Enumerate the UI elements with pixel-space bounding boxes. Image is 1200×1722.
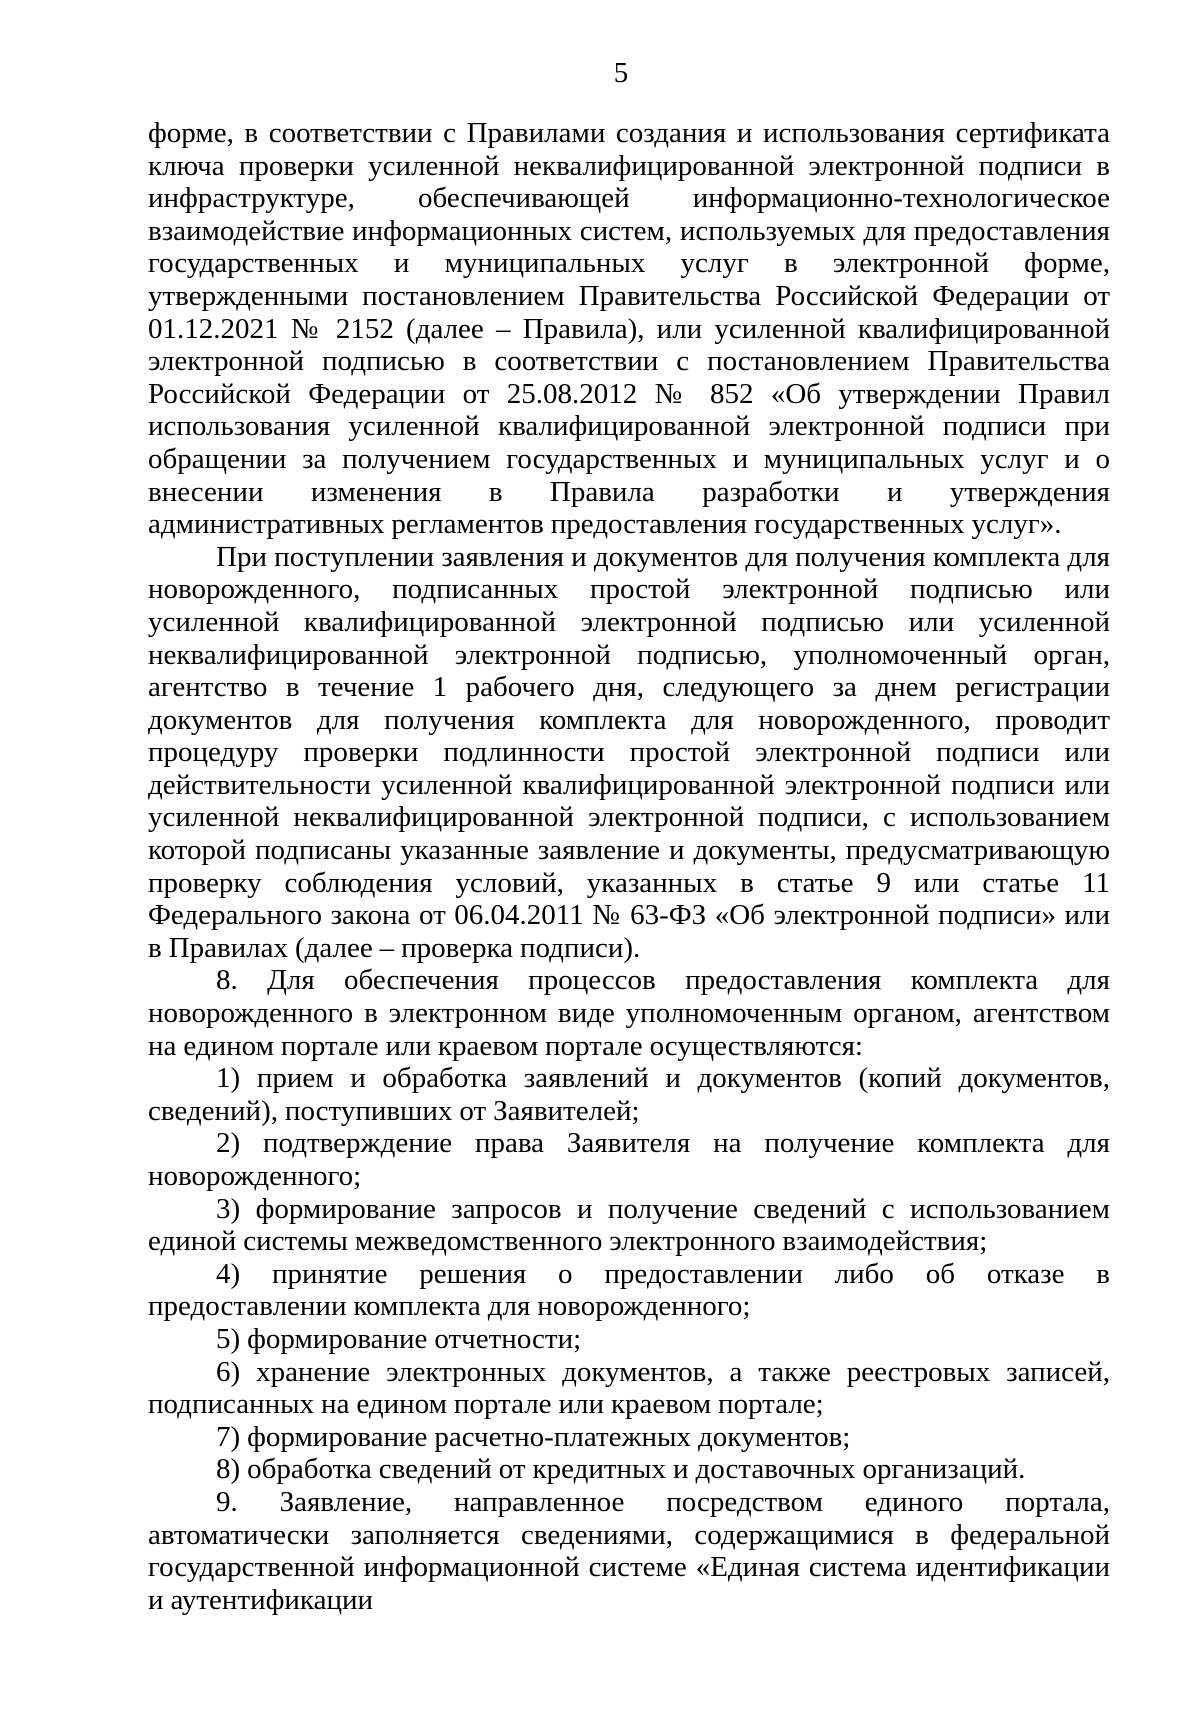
list-item-3: 3) формирование запросов и получение сведений с использованием единой системы межведомственного электронного взаимодействия; [148, 1192, 1110, 1258]
list-item-1: 1) прием и обработка заявлений и документов (копий документов, сведений), поступивших от Заявителей; [148, 1062, 1110, 1127]
paragraph-continuation: форме, в соответствии с Правилами создания и использования сертификата ключа проверки усиленной неквалифицированной электронной подписи в инфраструктуре, обеспечивающей информационно-технологическое взаимодействие информационных систем, используемых для предоставления государственных и муниципальных услуг в электронной форме, утвержденными постановлением Правительства Российской Федерации от 01.12.2021 № 2152 (далее – Правила), или усиленной квалифицированной электронной подписью в соответствии с постановлением Правительства Российской Федерации от 25.08.2012 № 852 «Об утверждении Правил использования усиленной квалифицированной электронной подписи при обращении за получением государственных и муниципальных услуг и о внесении изменения в Правила разработки и утверждения административных регламентов предоставления государственных услуг». [148, 117, 1110, 541]
paragraph-signature-verification: При поступлении заявления и документов для получения комплекта для новорожденного, подписанных простой электронной подписью или усиленной квалифицированной электронной подписью или усиленной неквалифицированной электронной подписью, уполномоченный орган, агентство в течение 1 рабочего дня, следующего за днем регистрации документов для получения комплекта для новорожденного, проводит процедуру проверки подлинности простой электронной подписи или действительности усиленной квалифицированной электронной подписи или усиленной неквалифицированной электронной подписи, с использованием которой подписаны указанные заявление и документы, предусматривающую проверку соблюдения условий, указанных в статье 9 или статье 11 Федерального закона от 06.04.2011 № 63-ФЗ «Об электронной подписи» или в Правилах (далее – проверка подписи). [148, 540, 1110, 964]
page-number: 5 [613, 57, 629, 89]
list-item-8: 8) обработка сведений от кредитных и доставочных организаций. [216, 1453, 1026, 1486]
list-item-4: 4) принятие решения о предоставлении либо об отказе в предоставлении комплекта для новорожденного; [148, 1257, 1110, 1323]
list-item-2: 2) подтверждение права Заявителя на получение комплекта для новорожденного; [148, 1127, 1110, 1192]
document-body [148, 117, 1110, 1616]
list-item-6: 6) хранение электронных документов, а также реестровых записей, подписанных на едином портале или краевом портале; [148, 1355, 1110, 1421]
list-item-5: 5) формирование отчетности; [216, 1322, 582, 1355]
list-item-7: 7) формирование расчетно-платежных документов; [216, 1420, 851, 1453]
paragraph-item-9: 9. Заявление, направленное посредством единого портала, автоматически заполняется сведениями, содержащимися в федеральной государственной информационной системе «Единая система идентификации и аутентификации [148, 1485, 1110, 1616]
paragraph-item-8: 8. Для обеспечения процессов предоставления комплекта для новорожденного в электронном виде уполномоченным органом, агентством на едином портале или краевом портале осуществляются: [148, 964, 1110, 1062]
